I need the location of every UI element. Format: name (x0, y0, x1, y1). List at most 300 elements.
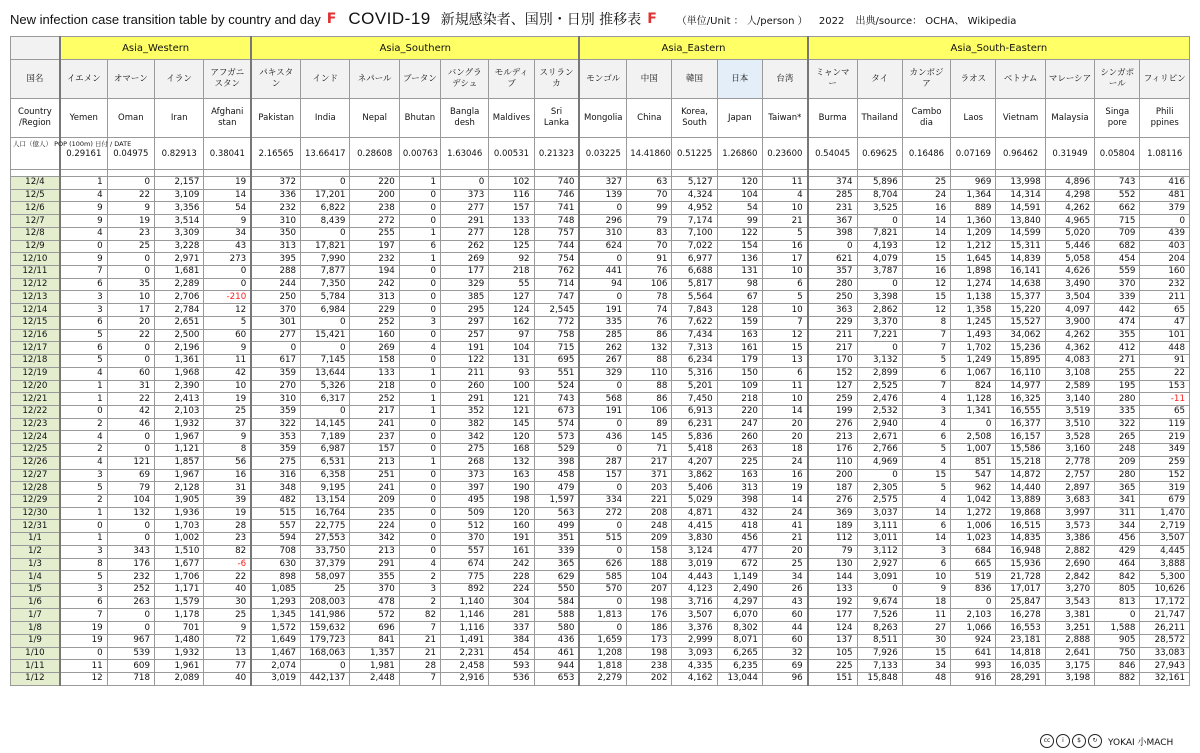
case-cell: 14 (902, 507, 950, 520)
case-cell: 79 (107, 482, 154, 495)
case-cell: 16 (762, 469, 807, 482)
case-cell: 11 (902, 609, 950, 622)
date-cell: 12/18 (11, 355, 60, 368)
case-cell: 355 (1095, 329, 1140, 342)
case-cell: 3,011 (857, 533, 902, 546)
case-cell: 0 (301, 405, 350, 418)
case-cell: 250 (251, 291, 300, 304)
table-row (11, 622, 1190, 635)
case-cell: 133 (489, 215, 534, 228)
case-cell: 34,062 (996, 329, 1045, 342)
case-cell: 276 (808, 494, 857, 507)
case-cell: 17,017 (996, 584, 1045, 597)
case-cell: 277 (440, 202, 488, 215)
case-cell: 6,688 (672, 266, 717, 279)
case-cell: 5,316 (672, 367, 717, 380)
case-cell: 13 (762, 355, 807, 368)
case-cell: 1,597 (534, 494, 579, 507)
case-cell: 12 (762, 329, 807, 342)
case-cell: 0 (60, 647, 107, 660)
case-cell: 15,377 (996, 291, 1045, 304)
case-cell: 339 (534, 545, 579, 558)
case-cell: 967 (107, 634, 154, 647)
case-cell: 4 (399, 342, 440, 355)
case-cell: 363 (808, 304, 857, 317)
case-cell: 310 (579, 227, 626, 240)
date-cell: 1/9 (11, 634, 60, 647)
case-cell: 15,220 (996, 304, 1045, 317)
country-en-name: Nepal (350, 99, 399, 138)
case-cell: 3 (399, 584, 440, 597)
case-cell: 120 (489, 507, 534, 520)
case-cell: 17,172 (1140, 596, 1190, 609)
case-cell: 2,940 (857, 418, 902, 431)
case-cell: 25 (301, 584, 350, 597)
country-en-name: Japan (717, 99, 762, 138)
case-cell: 1 (60, 533, 107, 546)
case-cell: 3,507 (1140, 533, 1190, 546)
case-cell: 191 (440, 342, 488, 355)
case-cell: 19 (204, 177, 251, 190)
country-jp-name: 中国 (627, 60, 672, 99)
case-cell: 0 (579, 380, 626, 393)
case-cell: 0 (399, 278, 440, 291)
case-cell: 1,345 (251, 609, 300, 622)
date-cell: 1/1 (11, 533, 60, 546)
case-cell: 6,987 (301, 444, 350, 457)
spacer-cell (534, 170, 579, 177)
case-cell: 40 (204, 584, 251, 597)
table-row (11, 545, 1190, 558)
case-cell: 277 (251, 329, 300, 342)
case-cell: 563 (534, 507, 579, 520)
case-cell: 2,103 (155, 405, 204, 418)
case-cell: 27,943 (1140, 660, 1190, 673)
case-cell: 291 (440, 215, 488, 228)
table-row (11, 316, 1190, 329)
case-cell: 609 (107, 660, 154, 673)
title-letter: F (326, 11, 337, 27)
case-cell: 2,784 (155, 304, 204, 317)
case-cell: 28,291 (996, 673, 1045, 686)
case-cell: 1,470 (1140, 507, 1190, 520)
population-value: 0.54045 (808, 138, 857, 170)
population-value: 0.04975 (107, 138, 154, 170)
case-cell: 557 (251, 520, 300, 533)
case-cell: 14 (762, 405, 807, 418)
table-row (11, 571, 1190, 584)
table-row (11, 647, 1190, 660)
case-cell: 495 (440, 494, 488, 507)
case-cell: 1,171 (155, 584, 204, 597)
case-cell: 370 (350, 584, 399, 597)
date-cell: 12/10 (11, 253, 60, 266)
case-cell: 65 (1140, 405, 1190, 418)
region-header: Asia_Western (60, 37, 251, 60)
case-cell: 0 (301, 316, 350, 329)
case-cell: 280 (808, 278, 857, 291)
case-cell: 524 (534, 380, 579, 393)
table-row (11, 673, 1190, 686)
case-cell: 89 (627, 418, 672, 431)
case-cell: 5 (60, 355, 107, 368)
case-cell: 322 (251, 418, 300, 431)
case-cell: 17 (107, 304, 154, 317)
case-cell: 397 (440, 482, 488, 495)
case-cell: 653 (534, 673, 579, 686)
case-cell: 213 (350, 456, 399, 469)
case-cell: 157 (489, 202, 534, 215)
table-row (11, 304, 1190, 317)
case-cell: 157 (579, 469, 626, 482)
case-cell: 2,074 (251, 660, 300, 673)
case-cell: 13,998 (996, 177, 1045, 190)
case-cell: 1,467 (251, 647, 300, 660)
case-cell: 4,193 (857, 240, 902, 253)
case-cell: 1,702 (951, 342, 996, 355)
case-cell: 20 (762, 418, 807, 431)
case-cell: 158 (350, 355, 399, 368)
case-cell: 10 (762, 266, 807, 279)
case-cell: 122 (440, 355, 488, 368)
case-cell: 1 (399, 393, 440, 406)
case-cell: 1 (399, 177, 440, 190)
case-cell: 9 (204, 342, 251, 355)
case-cell: 2,157 (155, 177, 204, 190)
case-cell: 7 (60, 266, 107, 279)
case-cell: 551 (534, 367, 579, 380)
population-label: 人口（億人） POP (100m) 日付 / DATE (11, 138, 60, 170)
date-cell: 12/21 (11, 393, 60, 406)
case-cell: 775 (440, 571, 488, 584)
country-jp-name: バングラデシュ (440, 60, 488, 99)
case-cell: 2,545 (534, 304, 579, 317)
country-jp-name: タイ (857, 60, 902, 99)
case-cell: 5,896 (857, 177, 902, 190)
case-cell: 593 (489, 660, 534, 673)
case-cell: 1,293 (251, 596, 300, 609)
case-cell: 1,645 (951, 253, 996, 266)
case-cell: 2 (399, 571, 440, 584)
case-cell: 6,913 (672, 405, 717, 418)
table-row (11, 494, 1190, 507)
case-cell: 1,149 (717, 571, 762, 584)
case-cell: 159 (717, 316, 762, 329)
date-cell: 1/7 (11, 609, 60, 622)
case-cell: 1,007 (951, 444, 996, 457)
case-cell: 6 (762, 278, 807, 291)
case-cell: 42 (107, 405, 154, 418)
case-cell: 478 (350, 596, 399, 609)
case-cell: 398 (717, 494, 762, 507)
case-cell: 5 (762, 227, 807, 240)
region-header-row (11, 37, 1190, 60)
case-cell: 448 (1140, 342, 1190, 355)
case-cell: 30 (902, 634, 950, 647)
case-cell: 163 (717, 469, 762, 482)
country-en-name: Bhutan (399, 99, 440, 138)
case-cell: 15,311 (996, 240, 1045, 253)
case-cell: 2,999 (672, 634, 717, 647)
case-cell: 229 (350, 304, 399, 317)
case-cell: 199 (808, 405, 857, 418)
case-cell: 515 (251, 507, 300, 520)
case-cell: 55 (489, 278, 534, 291)
case-cell: 176 (107, 558, 154, 571)
case-cell: 44 (762, 622, 807, 635)
case-cell: 5 (902, 444, 950, 457)
case-cell: 1,023 (951, 533, 996, 546)
case-cell: 1,245 (951, 316, 996, 329)
case-cell: 1 (399, 456, 440, 469)
case-cell: 14 (762, 494, 807, 507)
case-cell: 0 (579, 202, 626, 215)
case-cell: 7 (902, 329, 950, 342)
cc-icon: cc (1040, 734, 1054, 748)
case-cell: 882 (1095, 673, 1140, 686)
case-cell: 574 (534, 418, 579, 431)
spacer-cell (155, 170, 204, 177)
case-cell: 14,599 (996, 227, 1045, 240)
case-cell: 116 (489, 189, 534, 202)
case-cell: 539 (107, 647, 154, 660)
case-cell: 25 (204, 405, 251, 418)
case-cell: 5,446 (1045, 240, 1094, 253)
case-cell: 3,309 (155, 227, 204, 240)
case-cell: 1 (60, 177, 107, 190)
case-cell: 2,862 (857, 304, 902, 317)
case-cell: 4,297 (717, 596, 762, 609)
population-value: 13.66417 (301, 138, 350, 170)
case-cell: 3,398 (857, 291, 902, 304)
case-cell: 168,063 (301, 647, 350, 660)
country-jp-name: アフガニスタン (204, 60, 251, 99)
case-cell: 23 (107, 227, 154, 240)
case-cell: 3,573 (1045, 520, 1094, 533)
case-cell: 252 (350, 393, 399, 406)
country-jp-label: 国名 (11, 60, 60, 99)
case-cell: 5,127 (672, 177, 717, 190)
case-cell: 741 (534, 202, 579, 215)
country-jp-name: ラオス (951, 60, 996, 99)
case-cell: 512 (440, 520, 488, 533)
case-cell: 260 (440, 380, 488, 393)
case-cell: 0 (399, 266, 440, 279)
case-cell: 220 (350, 177, 399, 190)
case-cell: 0 (251, 342, 300, 355)
case-cell: 13,044 (717, 673, 762, 686)
case-cell: 125 (489, 240, 534, 253)
case-cell: 28 (204, 520, 251, 533)
case-cell: 2,490 (717, 584, 762, 597)
case-cell: 39 (204, 494, 251, 507)
case-cell: 6 (60, 596, 107, 609)
case-cell: 105 (808, 647, 857, 660)
case-cell: 132 (489, 456, 534, 469)
case-cell: 0 (857, 215, 902, 228)
spacer-cell (902, 170, 950, 177)
case-cell: 219 (1140, 431, 1190, 444)
table-row (11, 469, 1190, 482)
population-value: 0.03225 (579, 138, 626, 170)
case-cell: 91 (1140, 355, 1190, 368)
case-cell: 1,249 (951, 355, 996, 368)
case-cell: 665 (951, 558, 996, 571)
date-cell: 12/24 (11, 431, 60, 444)
case-cell: 0 (399, 431, 440, 444)
case-cell: 211 (1140, 291, 1190, 304)
case-cell: 3,019 (251, 673, 300, 686)
case-cell: 0 (579, 291, 626, 304)
case-cell: 7 (902, 342, 950, 355)
case-cell: 241 (350, 482, 399, 495)
case-cell: 3,830 (672, 533, 717, 546)
case-cell: 189 (808, 520, 857, 533)
case-cell: 25 (204, 609, 251, 622)
case-cell: 0 (857, 278, 902, 291)
case-cell: 127 (808, 380, 857, 393)
case-cell: 2,476 (857, 393, 902, 406)
case-cell: 3 (60, 304, 107, 317)
case-cell: 48 (902, 673, 950, 686)
table-row (11, 367, 1190, 380)
spacer-cell (301, 170, 350, 177)
case-cell: 15,527 (996, 316, 1045, 329)
case-cell: 3,504 (1045, 291, 1094, 304)
case-cell: 2,706 (155, 291, 204, 304)
table-row (11, 444, 1190, 457)
case-cell: 43 (204, 240, 251, 253)
case-cell: 5,326 (301, 380, 350, 393)
case-cell: 255 (350, 227, 399, 240)
case-cell: 4,079 (857, 253, 902, 266)
case-cell: 285 (579, 329, 626, 342)
population-value: 0.00531 (489, 138, 534, 170)
case-cell: 297 (440, 316, 488, 329)
case-cell: 7,843 (672, 304, 717, 317)
case-cell: 272 (579, 507, 626, 520)
case-cell: 0 (857, 342, 902, 355)
case-cell: 559 (1095, 266, 1140, 279)
case-cell: 2,390 (155, 380, 204, 393)
case-cell: 203 (627, 482, 672, 495)
case-cell: 250 (808, 291, 857, 304)
case-cell: 277 (440, 227, 488, 240)
case-cell: 1,588 (1095, 622, 1140, 635)
case-cell: 0 (301, 177, 350, 190)
case-cell: 3,386 (1045, 533, 1094, 546)
case-cell: 99 (717, 215, 762, 228)
case-cell: 1,681 (155, 266, 204, 279)
case-cell: 33,750 (301, 545, 350, 558)
case-cell: 1,066 (951, 622, 996, 635)
case-cell: 3,108 (1045, 367, 1094, 380)
case-cell: 898 (251, 571, 300, 584)
case-cell: 0 (440, 177, 488, 190)
case-cell: 296 (579, 215, 626, 228)
case-cell: 0 (857, 469, 902, 482)
case-cell: 772 (534, 316, 579, 329)
case-cell: 674 (440, 558, 488, 571)
case-cell: 4,362 (1045, 342, 1094, 355)
country-en-name: Maldives (489, 99, 534, 138)
case-cell: 4 (399, 558, 440, 571)
case-cell: 168 (489, 444, 534, 457)
case-cell: 0 (399, 494, 440, 507)
case-cell: 16 (762, 240, 807, 253)
case-cell: 1,572 (251, 622, 300, 635)
case-cell: 23 (204, 533, 251, 546)
case-cell: 3,037 (857, 507, 902, 520)
case-cell: 204 (1140, 253, 1190, 266)
spacer-cell (951, 170, 996, 177)
case-cell: 13 (204, 647, 251, 660)
case-cell: 262 (579, 342, 626, 355)
year-label: 2022 (818, 15, 845, 27)
case-cell: 14,145 (301, 418, 350, 431)
case-cell: 1,898 (951, 266, 996, 279)
case-cell: 247 (717, 418, 762, 431)
case-cell: 337 (489, 622, 534, 635)
case-cell: 280 (1095, 469, 1140, 482)
case-cell: 336 (251, 189, 300, 202)
case-cell: 83 (627, 227, 672, 240)
case-cell: 192 (808, 596, 857, 609)
case-cell: 4,969 (857, 456, 902, 469)
date-cell: 12/19 (11, 367, 60, 380)
case-cell: 715 (534, 342, 579, 355)
case-cell: 1,813 (579, 609, 626, 622)
case-cell: 43 (762, 596, 807, 609)
case-cell: 301 (251, 316, 300, 329)
case-cell: 195 (1095, 380, 1140, 393)
case-cell: 12 (60, 673, 107, 686)
case-cell: 15,236 (996, 342, 1045, 355)
case-cell: 158 (627, 545, 672, 558)
case-cell: 319 (1140, 482, 1190, 495)
case-cell: 213 (350, 545, 399, 558)
case-cell: 1,579 (155, 596, 204, 609)
case-cell: 355 (350, 571, 399, 584)
case-cell: 18 (762, 444, 807, 457)
case-cell: 8 (204, 444, 251, 457)
case-cell: 128 (489, 227, 534, 240)
case-cell: 76 (627, 316, 672, 329)
case-cell: 841 (350, 634, 399, 647)
case-cell: 101 (1140, 329, 1190, 342)
table-row (11, 266, 1190, 279)
case-cell: 5,817 (672, 278, 717, 291)
case-cell: 1,818 (579, 660, 626, 673)
case-cell: 3,093 (672, 647, 717, 660)
case-cell: 25 (762, 558, 807, 571)
case-cell: 3 (902, 405, 950, 418)
case-cell: 905 (1095, 634, 1140, 647)
case-cell: 1 (399, 367, 440, 380)
case-cell: 626 (579, 558, 626, 571)
region-header: Asia_South-Eastern (808, 37, 1190, 60)
table-row (11, 189, 1190, 202)
case-cell: 25 (107, 240, 154, 253)
case-cell: 232 (1140, 278, 1190, 291)
case-cell: 86 (627, 329, 672, 342)
case-cell: 1,932 (155, 418, 204, 431)
case-cell: 714 (534, 278, 579, 291)
case-cell: 6 (902, 520, 950, 533)
case-cell: 384 (489, 634, 534, 647)
case-cell: 327 (579, 177, 626, 190)
case-cell: 132 (107, 507, 154, 520)
